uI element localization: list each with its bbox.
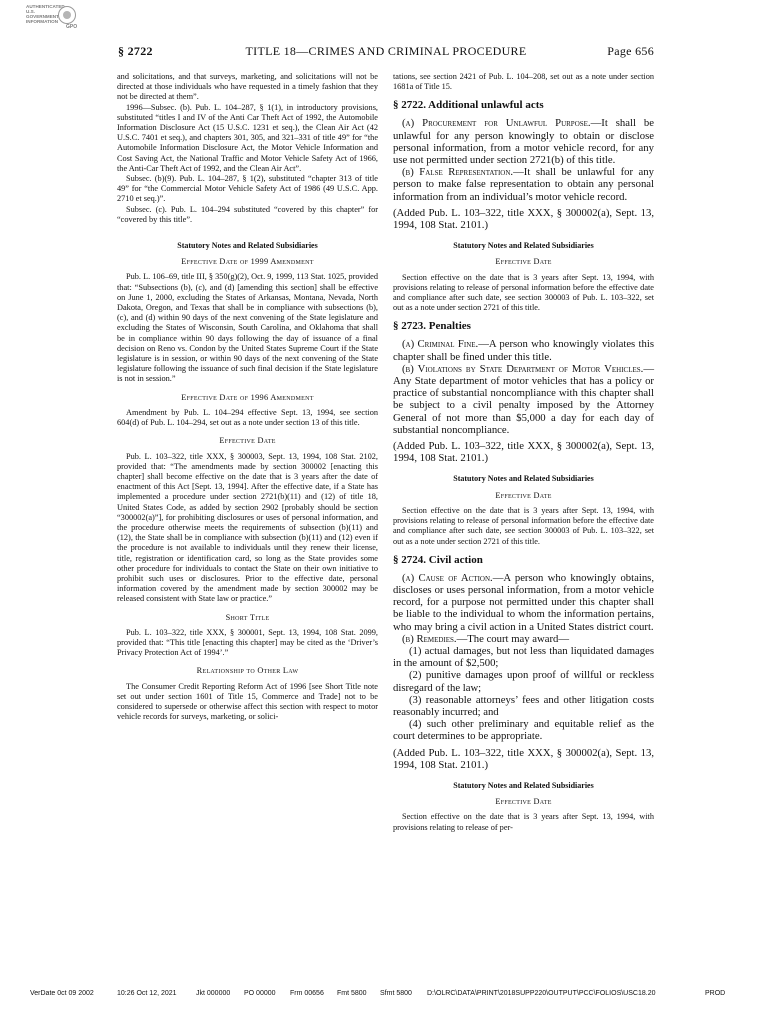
subheading: Effective Date of 1999 Amendment [181, 257, 314, 267]
footer-frm: Frm 00656 [290, 990, 324, 997]
subsection-a [393, 117, 654, 166]
header-page-number: Page 656 [607, 44, 654, 58]
subsection-heading: (b) Violations by State Department of Motor Vehicles. [402, 362, 644, 375]
footer-path: D:\OLRC\DATA\PRINT\2018SUPP220\OUTPUT\PCC\FOLIOS\USC18.20 [427, 990, 656, 997]
paragraph: Amendment by Pub. L. 104–294 effective Sept. 13, 1994, see section 604(d) of Pub. L. 104–294, set out as a note under section 13 of this title. [117, 407, 378, 428]
subsection-heading: (b) Remedies. [402, 632, 457, 645]
left-column [117, 72, 378, 722]
subheading: Relationship to Other Law [196, 666, 299, 676]
paragraph: and solicitations, and that surveys, marketing, and solicitations will not be directed at those individuals who have requested in a timely fashion that they not be directed at them”. [117, 72, 378, 102]
subsection-a [393, 338, 654, 362]
header-section: § 2722 [118, 44, 153, 58]
subheading: Effective Date [495, 257, 552, 267]
paragraph: Pub. L. 103–322, title XXX, § 300003, Sept. 13, 1994, 108 Stat. 2102, provided that: “The amendments made by section 300002 [enacting this chapter] shall become effective on the date that is 3 years after the date of enactment of this Act [Sept. 13, 1994]. After the effective date, if a State has implemented a procedure under section 2721(b)(11) and (12) of title 18, United States Code, as added by section 2902 [probably should be section “300002(a)”], for prohibiting disclosures or uses of personal information, and the procedure otherwise meets the requirements of subsection (b)(11) and (12), the State shall be in compliance with subsection (b)(11) and (12) even if the procedure is not available to individuals until they renew their license, title, registration or identification card, so long as the State provides some other procedure for individuals to contact the State on their own initiative to prohibit such uses or disclosures. Prior to the effective date, personal information covered by the amendment made by section 300002 may be released consistent with State law or practice.” [117, 451, 378, 604]
subsection-heading: (b) False Representation. [402, 166, 514, 179]
footer-time: 10:26 Oct 12, 2021 [117, 990, 177, 997]
subsection-text: —It shall be unlawful for any person knowingly to obtain or disclose personal information, from a motor vehicle record, for any use not permitted under section 2721(b) of this title. [393, 117, 654, 167]
section-2724-title: § 2724. Civil action [393, 553, 483, 566]
source-credit: (Added Pub. L. 103–322, title XXX, § 300002(a), Sept. 13, 1994, 108 Stat. 2101.) [393, 206, 654, 232]
header-title: TITLE 18—CRIMES AND CRIMINAL PROCEDURE [245, 44, 527, 58]
subsection-b [393, 633, 654, 645]
paragraph: The Consumer Credit Reporting Reform Act of 1996 [see Short Title note set out under section 1601 of Title 15, Commerce and Trade] not to be considered to supersede or otherwise affect this section with respect to motor vehicle records for surveys, marketing, or solici- [117, 681, 378, 722]
subsection-heading: (a) Cause of Action. [402, 571, 493, 584]
footer-fmt: Fmt 5800 [337, 990, 367, 997]
logo-line: INFORMATION [26, 19, 59, 24]
notes-heading: Statutory Notes and Related Subsidiaries [453, 241, 594, 251]
footer-sfmt: Sfmt 5800 [380, 990, 412, 997]
paragraph: Subsec. (b)(9). Pub. L. 104–287, § 1(2), substituted “chapter 313 of title 49” for “the Commercial Motor Vehicle Safety Act of 1986 (49 U.S.C. App. 2710 et seq.)”. [117, 174, 378, 204]
paragraph: Subsec. (c). Pub. L. 104–294 substituted “covered by this chapter” for “covered by this title”. [117, 204, 378, 224]
subsection-b [393, 166, 654, 203]
section-2723-title: § 2723. Penalties [393, 320, 471, 333]
paragraph-item: (2) punitive damages upon proof of willful or reckless disregard of the law; [393, 669, 654, 694]
subheading: Short Title [225, 612, 270, 622]
subheading: Effective Date of 1996 Amendment [181, 392, 314, 402]
page-header [118, 44, 654, 60]
paragraph: Section effective on the date that is 3 years after Sept. 13, 1994, with provisions relating to release of personal information before the effective date and compliance after such date, see section 300003 of Pub. L. 103–322, set out as a note under section 2721 of this title. [393, 272, 654, 313]
gpo-authenticated-logo [26, 2, 78, 36]
paragraph: Section effective on the date that is 3 years after Sept. 13, 1994, with provisions relating to release of personal information before the effective date and compliance after such date, see section 300003 of Pub. L. 103–322, set out as a note under section 2721 of this title. [393, 505, 654, 546]
subsection-text: —It shall be unlawful for any person to make false representation to obtain any personal information from an individual’s motor vehicle record. [393, 166, 654, 203]
footer-jkt: Jkt 000000 [196, 990, 231, 997]
subsection-text: —A person who knowingly obtains, discloses or uses personal information, from a motor vehicle record, for a purpose not permitted under this chapter shall be liable to the individual to whom the information pertains, who may bring a civil action in a United States district court. [393, 571, 654, 633]
notes-heading: Statutory Notes and Related Subsidiaries [453, 474, 594, 484]
paragraph: Pub. L. 106–69, title III, § 350(g)(2), Oct. 9, 1999, 113 Stat. 1025, provided that: “Subsections (b), (c), and (d) [amending this section] shall be effective on June 1, 2000, excluding the States of Arkansas, Montana, Nevada, North Dakota, Oregon, and Texas that shall be in compliance with subsections (b), (c), and (d) within 90 days of the next convening of the State legislature and excluding the States of Wisconsin, South Carolina, and Oklahoma that shall be in compliance within 90 days following the day of issuance of a final decision on Reno vs. Condon by the United States Supreme Court if the State legislature is in session, or within 90 days of the next convening of the State legislature following the issuance of such final decision if the State legislature is not in session.” [117, 272, 378, 384]
subsection-text: —The court may award— [456, 632, 570, 645]
logo-text [26, 4, 65, 24]
subheading: Effective Date [495, 797, 552, 807]
subsection-text: —Any State department of motor vehicles that has a policy or practice of substantial noncompliance with this chapter shall be subject to a civil penalty imposed by the Attorney General of not more than $5,000 a day for each day of substantial noncompliance. [393, 362, 654, 436]
paragraph: Pub. L. 103–322, title XXX, § 300001, Sept. 13, 1994, 108 Stat. 2099, provided that: “This title [enacting this chapter] may be cited as the ‘Driver’s Privacy Protection Act of 1994’.” [117, 627, 378, 658]
source-credit: (Added Pub. L. 103–322, title XXX, § 300002(a), Sept. 13, 1994, 108 Stat. 2101.) [393, 440, 654, 465]
paragraph: Section effective on the date that is 3 years after Sept. 13, 1994, with provisions relating to release of per- [393, 812, 654, 832]
print-footer [0, 990, 770, 1002]
logo-line: AUTHENTICATED [26, 4, 65, 9]
footer-verdate: VerDate 0ct 09 2002 [30, 990, 94, 997]
logo-line: U.S. GOVERNMENT [26, 9, 59, 19]
paragraph-item: (4) such other preliminary and equitable relief as the court determines to be appropriate. [393, 718, 654, 743]
footer-prod: PROD [705, 990, 726, 997]
subheading: Effective Date [219, 436, 276, 446]
logo-gpo: GPO [66, 24, 78, 30]
eagle-seal-icon [58, 6, 76, 24]
right-column [393, 72, 654, 833]
subsection-a [393, 572, 654, 633]
paragraph-item: (3) reasonable attorneys’ fees and other litigation costs reasonably incurred; and [393, 693, 654, 718]
notes-heading: Statutory Notes and Related Subsidiaries [453, 780, 594, 790]
source-credit: (Added Pub. L. 103–322, title XXX, § 300002(a), Sept. 13, 1994, 108 Stat. 2101.) [393, 746, 654, 771]
paragraph: tations, see section 2421 of Pub. L. 104–208, set out as a note under section 1681a of Title 15. [393, 72, 654, 92]
notes-heading: Statutory Notes and Related Subsidiaries [177, 241, 318, 251]
subsection-heading: (a) Procurement for Unlawful Purpose. [402, 117, 591, 130]
subsection-text: —A person who knowingly violates this chapter shall be fined under this title. [393, 338, 654, 363]
section-2722-title: § 2722. Additional unlawful acts [393, 99, 544, 112]
paragraph: 1996—Subsec. (b). Pub. L. 104–287, § 1(1), in introductory provisions, substituted “titles I and IV of the Anti Car Theft Act of 1992, the Automobile Information Disclosure Act (15 U.S.C. 1231 et seq.), the Clean Air Act (42 U.S.C. 7401 et seq.), and chapters 301, 305, and 321–331 of title 49” for “the Automobile Information Disclosure Act, the Motor Vehicle Information and Cost Saving Act, the National Traffic and Motor Vehicle Safety Act of 1966, the Anti-Car Theft Act of 1992, and the Clean Air Act”. [117, 102, 378, 173]
subsection-heading: (a) Criminal Fine. [402, 338, 479, 351]
subsection-b [393, 363, 654, 436]
footer-po: PO 00000 [244, 990, 276, 997]
subheading: Effective Date [495, 490, 552, 500]
paragraph-item: (1) actual damages, but not less than liquidated damages in the amount of $2,500; [393, 644, 654, 670]
